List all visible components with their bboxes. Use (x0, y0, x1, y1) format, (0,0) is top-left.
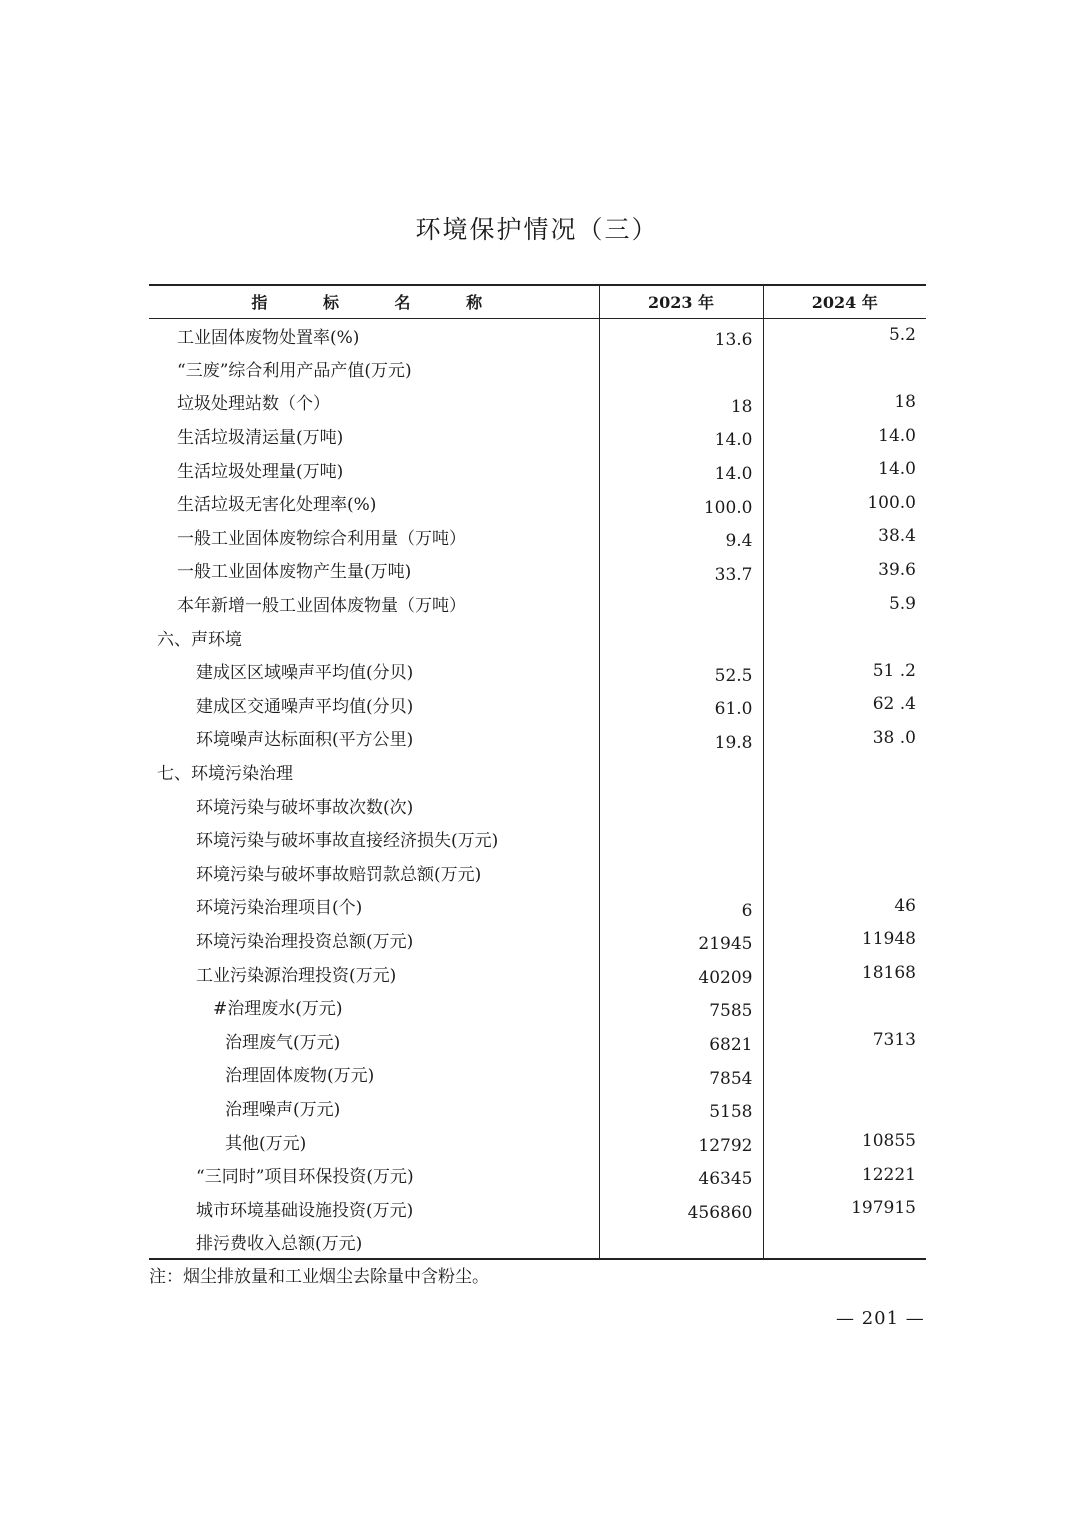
value-2023: 6821 (599, 1023, 763, 1057)
row-label: 治理废气(万元) (225, 1032, 341, 1053)
value-2023: 6 (599, 889, 763, 923)
header-year-2023: 2023 年 (599, 285, 763, 318)
row-label: 生活垃圾无害化处理率(%) (177, 495, 377, 516)
row-label: 建成区交通噪声平均值(分贝) (196, 696, 414, 717)
value-2023 (599, 1225, 763, 1259)
value-2023: 13.6 (599, 318, 763, 352)
row-label: 城市环境基础设施投资(万元) (196, 1200, 414, 1221)
table-row (149, 1091, 926, 1125)
row-label: “三同时”项目环保投资(万元) (196, 1167, 414, 1188)
row-label: 环境污染与破坏事故次数(次) (196, 797, 414, 818)
row-label: #治理废水(万元) (213, 999, 343, 1020)
page-title: 环境保护情况（三） (415, 215, 659, 244)
table-row (149, 822, 926, 856)
table-row (149, 520, 926, 554)
row-label: 本年新增一般工业固体废物量（万吨） (177, 596, 466, 617)
value-2024: 14.0 (763, 452, 926, 486)
row-label: 环境污染与破坏事故直接经济损失(万元) (196, 831, 499, 852)
value-2023: 12792 (599, 1124, 763, 1158)
value-2023: 14.0 (599, 452, 763, 486)
value-2024: 5.9 (763, 587, 926, 621)
table-row (149, 788, 926, 822)
value-2023 (599, 822, 763, 856)
value-2023: 9.4 (599, 520, 763, 554)
value-2024 (763, 1091, 926, 1125)
value-2023: 14.0 (599, 419, 763, 453)
value-2023: 100.0 (599, 486, 763, 520)
value-2023: 33.7 (599, 553, 763, 587)
value-2024: 11948 (763, 923, 926, 957)
table-row (149, 856, 926, 890)
value-2024: 7313 (763, 1023, 926, 1057)
row-label: 六、声环境 (157, 629, 242, 650)
row-label: 治理固体废物(万元) (225, 1066, 375, 1087)
value-2024: 62 .4 (763, 688, 926, 722)
value-2023: 18 (599, 385, 763, 419)
header-year-2024: 2024 年 (763, 285, 926, 318)
row-label: 生活垃圾清运量(万吨) (177, 428, 344, 449)
table-row (149, 419, 926, 453)
value-2023: 46345 (599, 1158, 763, 1192)
table-row (149, 1225, 926, 1259)
value-2024: 46 (763, 889, 926, 923)
table-row (149, 1124, 926, 1158)
value-2024: 14.0 (763, 419, 926, 453)
value-2024: 12221 (763, 1158, 926, 1192)
table-row (149, 688, 926, 722)
row-label: 建成区区域噪声平均值(分贝) (196, 663, 414, 684)
row-label: 环境污染治理投资总额(万元) (196, 931, 414, 952)
row-label: 一般工业固体废物综合利用量（万吨） (177, 528, 466, 549)
row-label: 治理噪声(万元) (225, 1099, 341, 1120)
table-row (149, 553, 926, 587)
table-row (149, 755, 926, 789)
table-row (149, 318, 926, 352)
value-2023 (599, 788, 763, 822)
value-2024 (763, 990, 926, 1024)
value-2024: 100.0 (763, 486, 926, 520)
value-2024 (763, 352, 926, 386)
value-2023 (599, 755, 763, 789)
value-2023: 7854 (599, 1057, 763, 1091)
row-label: 环境污染治理项目(个) (196, 898, 363, 919)
table-row (149, 620, 926, 654)
table-header-row (149, 285, 926, 318)
value-2023: 21945 (599, 923, 763, 957)
value-2024 (763, 822, 926, 856)
table-row (149, 385, 926, 419)
value-2023: 19.8 (599, 721, 763, 755)
value-2024: 18168 (763, 956, 926, 990)
table-row (149, 1191, 926, 1225)
value-2024: 18 (763, 385, 926, 419)
row-label: 环境污染与破坏事故赔罚款总额(万元) (196, 864, 482, 885)
value-2023: 61.0 (599, 688, 763, 722)
row-label: 工业固体废物处置率(%) (177, 327, 360, 348)
row-label: 七、环境污染治理 (157, 764, 293, 785)
value-2024 (763, 1225, 926, 1259)
value-2024: 39.6 (763, 553, 926, 587)
table-row (149, 956, 926, 990)
row-label: 环境噪声达标面积(平方公里) (196, 730, 414, 751)
table-row (149, 486, 926, 520)
table-row (149, 352, 926, 386)
page-number: — 201 — (836, 1308, 925, 1329)
value-2024 (763, 788, 926, 822)
value-2023 (599, 856, 763, 890)
table-row (149, 990, 926, 1024)
row-label: 工业污染源治理投资(万元) (196, 965, 397, 986)
value-2024: 38.4 (763, 520, 926, 554)
table-row (149, 654, 926, 688)
table-row (149, 587, 926, 621)
table-row (149, 889, 926, 923)
value-2024: 51 .2 (763, 654, 926, 688)
row-label: 垃圾处理站数（个） (177, 394, 330, 415)
table-row (149, 1023, 926, 1057)
table-row (149, 1158, 926, 1192)
value-2023: 7585 (599, 990, 763, 1024)
row-label: “三废”综合利用产品产值(万元) (177, 360, 412, 381)
value-2023: 40209 (599, 956, 763, 990)
table-row (149, 452, 926, 486)
row-label: 其他(万元) (225, 1133, 307, 1154)
value-2023 (599, 352, 763, 386)
value-2023 (599, 587, 763, 621)
value-2024: 5.2 (763, 318, 926, 352)
value-2023 (599, 620, 763, 654)
value-2024 (763, 1057, 926, 1091)
value-2024: 197915 (763, 1191, 926, 1225)
value-2023: 5158 (599, 1091, 763, 1125)
value-2024: 38 .0 (763, 721, 926, 755)
value-2023: 52.5 (599, 654, 763, 688)
table-row (149, 721, 926, 755)
value-2024: 10855 (763, 1124, 926, 1158)
row-label: 生活垃圾处理量(万吨) (177, 461, 344, 482)
table-row (149, 1057, 926, 1091)
row-label: 排污费收入总额(万元) (149, 1225, 599, 1259)
header-indicator-name: 指 标 名 称 (149, 285, 599, 318)
table-row (149, 923, 926, 957)
value-2024 (763, 620, 926, 654)
value-2024 (763, 755, 926, 789)
footnote: 注：烟尘排放量和工业烟尘去除量中含粉尘。 (149, 1267, 489, 1287)
environment-table (149, 284, 926, 1260)
value-2024 (763, 856, 926, 890)
row-label: 一般工业固体废物产生量(万吨) (177, 562, 412, 583)
value-2023: 456860 (599, 1191, 763, 1225)
